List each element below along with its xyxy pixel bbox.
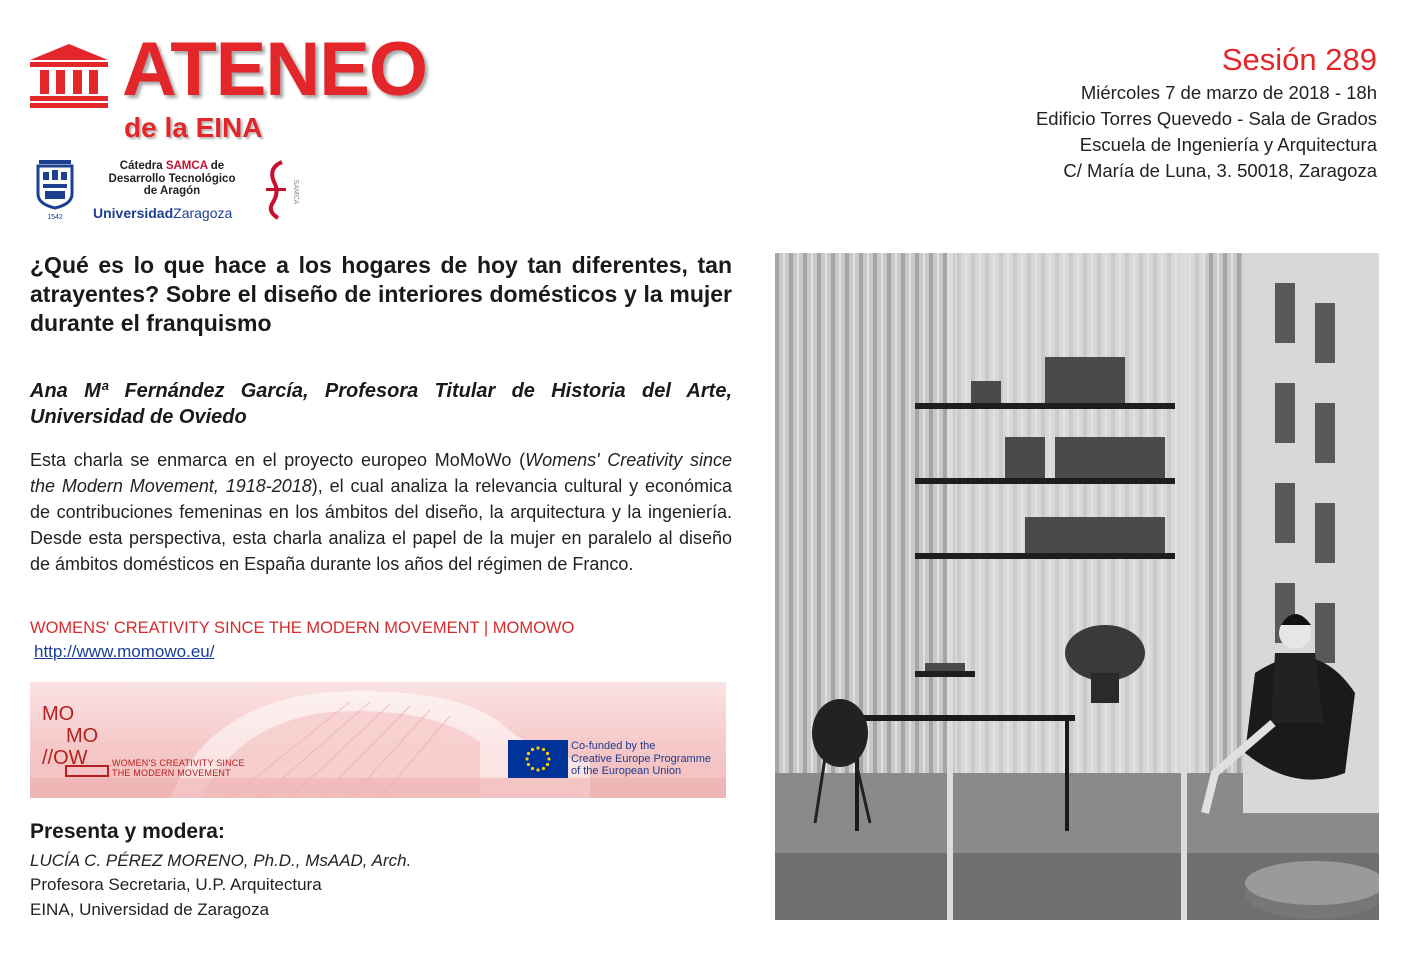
catedra-suffix: de: [207, 160, 225, 172]
momowo-tagline: [112, 758, 245, 778]
session-info: [1036, 40, 1377, 184]
eu-line2: Creative Europe Programme: [571, 752, 712, 765]
session-school: Escuela de Ingeniería y Arquitectura: [1079, 134, 1377, 155]
session-title: Sesión 289: [1221, 42, 1377, 77]
tagline-line1: WOMEN'S CREATIVITY SINCE: [112, 758, 245, 768]
moderator-institution: EINA, Universidad de Zaragoza: [30, 900, 270, 919]
eu-line1: Co-funded by the: [571, 740, 656, 752]
project-link[interactable]: http://www.momowo.eu/: [34, 642, 215, 661]
abstract: [30, 447, 732, 577]
page-title: ATENEO: [122, 27, 428, 112]
eu-line3: of the European Union: [571, 765, 682, 777]
talk-title: ¿Qué es lo que hace a los hogares de hoy tan diferentes, tan atrayentes? Sobre el diseño de interiores domésticos y la mujer durante el franquismo: [30, 252, 732, 336]
interior-photo-image: [775, 253, 1379, 920]
crest-year: 1542: [47, 214, 63, 221]
catedra-line2: Desarrollo Tecnológico: [108, 172, 236, 185]
eu-star: [542, 767, 545, 770]
moderator-label: Presenta y modera:: [30, 820, 225, 843]
catedra-line3: de Aragón: [143, 185, 201, 197]
eu-star: [536, 768, 539, 771]
abstract-italic: Womens' Creativity since the Modern Movement, 1918-2018: [30, 450, 732, 496]
eu-star: [546, 763, 549, 766]
samca-logo-icon: [264, 158, 302, 222]
eu-star: [546, 752, 549, 755]
tagline-line2: THE MODERN MOVEMENT: [112, 768, 231, 778]
catedra-samca-logo: [92, 160, 252, 198]
logo-mo2: MO: [66, 725, 99, 747]
speaker: Ana Mª Fernández García, Profesora Titular de Historia del Arte, Universidad de Oviedo: [30, 380, 732, 428]
eu-star: [531, 748, 534, 751]
catedra-prefix: Cátedra: [119, 160, 166, 172]
eu-star: [525, 757, 528, 760]
logo-mo1: MO: [42, 703, 75, 725]
session-date: Miércoles 7 de marzo de 2018 - 18h: [1080, 82, 1377, 103]
university-bold: Universidad: [93, 205, 174, 221]
session-address: C/ María de Luna, 3. 50018, Zaragoza: [1063, 160, 1377, 181]
momowo-banner: [30, 682, 726, 798]
page-subtitle: de la EINA: [124, 112, 263, 143]
university-crest-icon: [30, 158, 80, 222]
catedra-samca: SAMCA: [165, 160, 208, 172]
abstract-part1: Esta charla se enmarca en el proyecto europeo MoMoWo (: [30, 450, 526, 470]
moderator-role: Profesora Secretaria, U.P. Arquitectura: [30, 875, 322, 894]
temple-icon: [28, 44, 110, 108]
eu-star: [547, 757, 550, 760]
interior-photo: [775, 253, 1379, 920]
university-name: [93, 205, 232, 221]
eu-star: [536, 746, 539, 749]
logo-wo: //OW: [42, 747, 88, 769]
project-name: WOMENS' CREATIVITY SINCE THE MODERN MOVEMENT | MOMOWO: [30, 619, 575, 637]
abstract-part2: ), el cual analiza la relevancia cultural y económica de contribuciones femeninas en los ámbitos del diseño, la arquitectura y la ingeniería. Desde esta perspectiva, esta charla analiza el papel de la mujer en paralelo al diseño de ámbitos domésticos en España durante los años del régimen de Franco.: [30, 476, 732, 574]
eu-star: [527, 752, 530, 755]
ateneo-logo: [28, 27, 488, 146]
eu-star: [542, 748, 545, 751]
eu-cofunded-text: [571, 740, 711, 778]
university-rest: Zaragoza: [173, 205, 233, 221]
samca-vertical-text: SAMCA: [292, 179, 299, 205]
eu-flag-icon: [508, 740, 568, 778]
moderator-name: LUCÍA C. PÉREZ MORENO, Ph.D., MsAAD, Arch.: [30, 851, 412, 870]
eu-star: [527, 763, 530, 766]
session-building: Edificio Torres Quevedo - Sala de Grados: [1035, 108, 1377, 129]
eu-star: [531, 767, 534, 770]
